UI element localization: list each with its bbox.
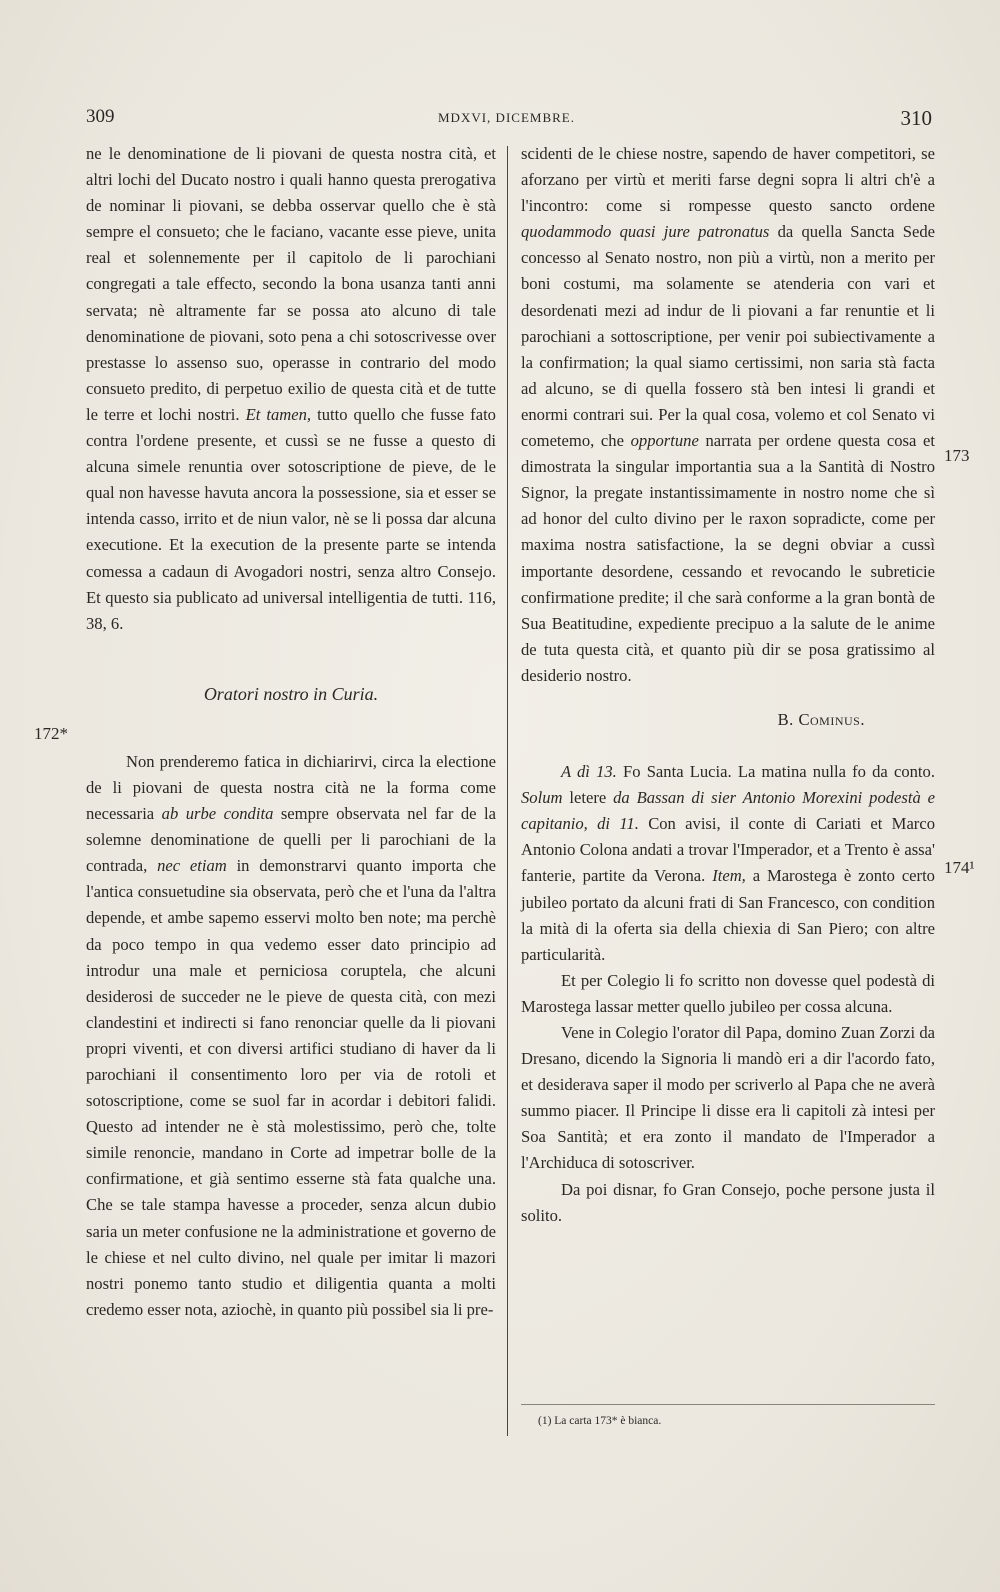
day-text-c: Con avisi, il conte di Cariati et Marco Antonio Colona andati a trovar l'Imperador, et a Trento è assa' fanterie, partite da Verona. xyxy=(521,814,935,886)
day-text-b: letere xyxy=(569,788,607,808)
page-number-left: 309 xyxy=(86,106,115,127)
cont-italic-1: quodammodo quasi jure patronatus xyxy=(521,222,770,242)
date-entry: A dì 13. xyxy=(561,762,617,782)
decree-text: ne le denominatione de li piovani de questa nostra cità, et altri lochi del Ducato nostro i quali hanno questa prerogativa de nominar li piovani, se debba osservar quello che è stà sempre el consueto; che le faciano, vacante esse pieve, unita real et solennemente per il capitolo de li parochiani congregati a tale effecto, secondo la bona usanza tanti anni servata; nè altramente far se possa ato alcuno di tale denominatione de piovani, soto pena a chi sotoscrivesse over prestasse lo assenso suo, operasse in contrario del modo consueto predito, di perpetuo exilio de questa cità et de tutte le terre et lochi nostri. xyxy=(86,144,496,424)
paragraph-day-13 xyxy=(521,759,935,968)
running-head xyxy=(86,98,932,132)
paragraph-letter-continued xyxy=(521,141,935,689)
cont-text-a: scidenti de le chiese nostre, sapendo de haver competitori, se aforzano per virtù et meriti farse degni sopra li altri ch'è a l'incontro: come si rompesse questo sancto ordene xyxy=(521,144,935,216)
left-column xyxy=(86,141,496,1323)
day-text-a: Fo Santa Lucia. La matina nulla fo da conto. xyxy=(623,762,935,782)
paragraph-consejo: Da poi disnar, fo Gran Consejo, poche persone justa il solito. xyxy=(521,1179,935,1225)
day-italic-bassan: da Bassan di sier Antonio Morexini podestà e capitanio, di 11. xyxy=(521,788,936,834)
margin-note-173: 173 xyxy=(944,446,970,465)
margin-note-172: 172* xyxy=(34,724,68,743)
decree-tamen: Et tamen, xyxy=(245,404,312,424)
cont-text-c: narrata per ordene questa cosa et dimostrata la singular importantia sua a la Santità di Nostro Signor, la pregate instantissimamente in nostro nome che sì ad honor del culto divino per le raxon sopradicte, come per maxima nostra satisfactione, la se degni obviar a cussì importante desordene, cessando et revocando le subreticie confirmatione predite; il che sarà conforme a la gran bontà de Sua Beatitudine, expediente precipuo a la salute de le anime de tuta questa cità, et quanto più dir se posa gratissimo al desiderio nostro. xyxy=(521,431,935,685)
section-heading: Oratori nostro in Curia. xyxy=(203,683,379,704)
paragraph-colegio: Et per Colegio li fo scritto non dovesse quel podestà di Marostega lassar metter quello jubileo per cossa alcuna. xyxy=(521,970,935,1016)
footnote-rule xyxy=(521,1404,935,1405)
footnote: (1) La carta 173* è bianca. xyxy=(538,1415,662,1427)
letter-text-c: in demonstrarvi quanto importa che l'antica consuetudine sia observata, però che et l'una da l'altra depende, et ambe sapemo esservi molto ben note; ma perchè da poco tempo in qua vedemo esser dato principio ad introdur una male et perniciosa coruptela, che alcuni desiderosi de succeder ne le pieve de questa cità, con mezi clandestini et indirecti si fano renonciar quelle da li piovani propri viventi, et con diversi artifici studiano di haver da li parochiani il consentimento loro per via de rotoli et sotoscriptione, come se suol far in acordar i debitori falidi. Questo ad intender ne è stà molestissimo, però che, tolte simile renoncie, mandano in Corte ad impetrar bolle de la confirmatione, et già sentimo esserne stà fata qualche una. Che se tale stampa havesse a proceder, senza alcun dubio saria un meter confusione ne la administratione et governo de le chiese et nel culto divino, nel quale per imitar li mazori nostri ponemo tanto studio et diligentia quanta a molti credemo esser nota, aziochè, in quanto più possibel sia li pre- xyxy=(86,856,496,1319)
column-divider xyxy=(507,146,508,1436)
cont-text-b: da quella Sancta Sede concesso al Senato nostro, non più a virtù, non a merito per boni costumi, ma solamente se atenderia con vari et desordenati mezi ad indur de li piovani a far renuntie et li parochiani a sottoscriptione, per venir poi subiectivamente a la confirmation; la qual siamo certissimi, non saria stà facta ad alcuno, se di quella fossero stà ben intesi li grandi et enormi contrari sui. Per la qual cosa, volemo et col Senato vi cometemo, che xyxy=(521,222,935,451)
cont-italic-2: opportune xyxy=(630,431,699,451)
page-number-right: 310 xyxy=(900,106,932,130)
paragraph-decree xyxy=(86,141,496,637)
decree-text-rest: tutto quello che fusse fato contra l'ordene presente, et cussì se ne fusse a questo di alcuna simele renuntia over sotoscriptione de pieve, de le qual non havesse havuta ancora la possessione, sia et esser se intenda casso, irrito et de niun valor, nè se li possa dar alcuna executione. Et la execution de la presente parte se intenda comessa a cadaun di Avogadori nostri, senza altro Consejo. Et questo sia publicato ad universal intelligentia de tutti. 116, 38, 6. xyxy=(86,404,496,633)
day-italic-item: Item, xyxy=(712,866,746,886)
right-column xyxy=(521,141,935,1229)
letter-text-a: Non prenderemo fatica in dichiarirvi, circa la electione de li piovani de questa nostra cità ne la forma come necessaria xyxy=(86,751,496,824)
letter-italic-1: ab urbe condita xyxy=(161,804,274,824)
margin-note-174: 174¹ xyxy=(944,858,975,877)
day-text-d: a Marostega è zonto certo jubileo portato da alcuni frati di San Francesco, con condition la mità di la oferta sia della chiexia di San Piero; con altre particularità. xyxy=(521,866,935,964)
paragraph-letter xyxy=(86,749,496,1323)
running-title: MDXVI, DICEMBRE. xyxy=(438,110,575,125)
letter-italic-2: nec etiam xyxy=(157,856,227,876)
paragraph-orator: Vene in Colegio l'orator dil Papa, domino Zuan Zorzi da Dresano, dicendo la Signoria li mandò eri a dir l'acordo fato, et desiderava saper il modo per scriverlo al Papa che ne averà summo piacer. Il Principe li disse era li capitoli zà intesi per Soa Santità; et era zonto il mandato de l'Imperador a l'Archiduca di sotoscriver. xyxy=(521,1023,935,1173)
day-italic-solum: Solum xyxy=(521,788,563,808)
signature: B. Cominus. xyxy=(777,709,865,729)
letter-text-b: sempre observata nel far de la solemne denominatione de quelli per li parochiani de la contrada, xyxy=(86,804,496,876)
